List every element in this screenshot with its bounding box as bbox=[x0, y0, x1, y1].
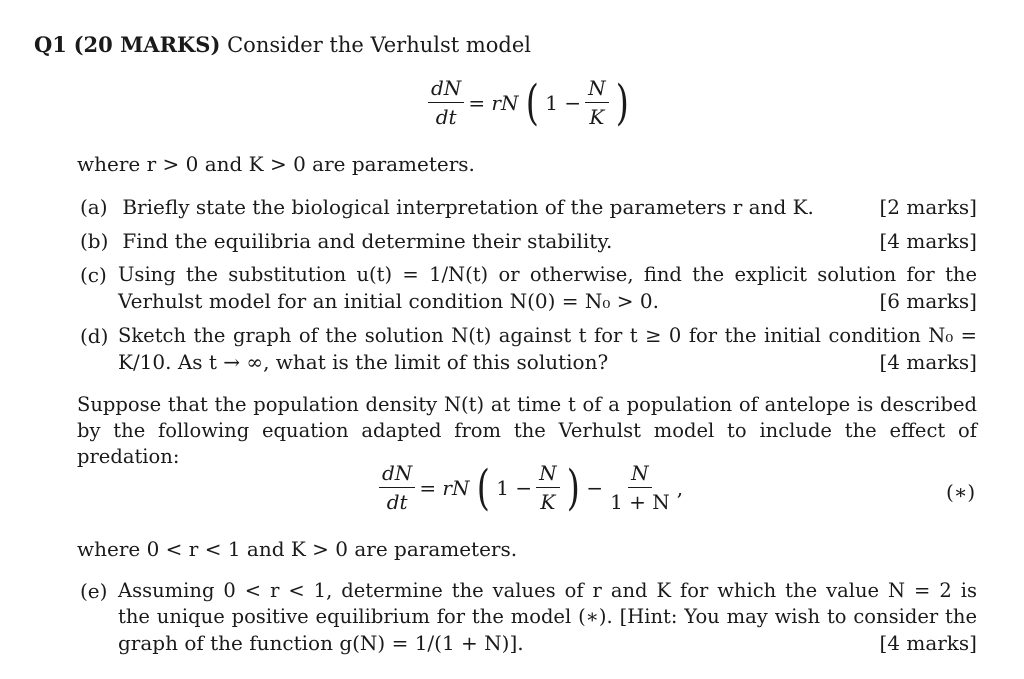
parameter-statement-2: where 0 < r < 1 and K > 0 are parameters. bbox=[77, 537, 518, 561]
equation-rhs-rn: = rN bbox=[468, 90, 519, 115]
part-b-label: (b) bbox=[80, 229, 109, 253]
part-d-line-1: Sketch the graph of the solution N(t) against t for t ≥ 0 for the initial condition N₀ = bbox=[118, 324, 977, 347]
one-minus: 1 − bbox=[545, 90, 582, 115]
part-e-line-3: graph of the function g(N) = 1/(1 + N)]. bbox=[118, 631, 524, 655]
left-paren: ( bbox=[525, 74, 539, 131]
right-paren: ) bbox=[615, 74, 629, 131]
question-marks: (20 MARKS) bbox=[73, 32, 221, 57]
predation-paragraph bbox=[77, 392, 977, 470]
part-a bbox=[80, 194, 977, 220]
part-e-line-1: Assuming 0 < r < 1, determine the values of r and K for which the value N = 2 is bbox=[118, 579, 977, 602]
equation2-comma: , bbox=[676, 475, 684, 500]
equation2-rhs-rn: = rN bbox=[419, 475, 470, 500]
verhulst-equation bbox=[426, 76, 633, 129]
question-intro: Consider the Verhulst model bbox=[227, 33, 531, 57]
predation-fraction bbox=[607, 461, 673, 514]
part-b bbox=[80, 228, 977, 254]
parameter-statement-1: where r > 0 and K > 0 are parameters. bbox=[77, 152, 475, 176]
part-d-line-2: K/10. As t → ∞, what is the limit of this solution? bbox=[118, 350, 609, 374]
predation-denominator: 1 + N bbox=[610, 490, 670, 514]
question-heading bbox=[34, 32, 531, 58]
part-b-marks: [4 marks] bbox=[879, 229, 977, 253]
part-d bbox=[80, 323, 977, 375]
part-d-marks: [4 marks] bbox=[879, 350, 977, 374]
n-over-k-fraction-2 bbox=[536, 461, 560, 514]
equation-tag: (∗) bbox=[946, 480, 976, 504]
right-paren-2: ) bbox=[566, 459, 580, 516]
part-a-text: Briefly state the biological interpretation of the parameters r and K. bbox=[122, 195, 814, 219]
paragraph-line-2: by the following equation adapted from the Verhulst model to include the effect of predation: bbox=[77, 419, 977, 468]
derivative-denominator-2: dt bbox=[386, 490, 408, 514]
part-e-marks: [4 marks] bbox=[879, 631, 977, 655]
one-minus-2: 1 − bbox=[496, 475, 533, 500]
part-a-label: (a) bbox=[80, 195, 108, 219]
n-over-k-denominator-2: K bbox=[540, 490, 556, 514]
n-over-k-numerator: N bbox=[585, 76, 609, 103]
question-number: Q1 bbox=[34, 32, 67, 57]
part-c bbox=[80, 262, 977, 314]
derivative-denominator: dt bbox=[435, 105, 457, 129]
n-over-k-numerator-2: N bbox=[536, 461, 560, 488]
minus-sign: − bbox=[586, 475, 604, 500]
predation-numerator: N bbox=[628, 461, 652, 488]
part-e-label: (e) bbox=[80, 579, 108, 603]
part-b-text: Find the equilibria and determine their stability. bbox=[122, 229, 613, 253]
part-d-label: (d) bbox=[80, 324, 109, 348]
part-a-marks: [2 marks] bbox=[879, 195, 977, 219]
part-c-label: (c) bbox=[80, 263, 107, 287]
part-e bbox=[80, 578, 977, 656]
part-e-line-2: the unique positive equilibrium for the model (∗). [Hint: You may wish to consider the bbox=[118, 605, 977, 628]
paragraph-line-1: Suppose that the population density N(t) at time t of a population of antelope is described bbox=[77, 393, 977, 416]
left-paren-2: ( bbox=[476, 459, 490, 516]
derivative-numerator: dN bbox=[428, 76, 464, 103]
derivative-numerator-2: dN bbox=[379, 461, 415, 488]
n-over-k-fraction bbox=[585, 76, 609, 129]
part-c-line-2: Verhulst model for an initial condition N(0) = N₀ > 0. bbox=[118, 289, 659, 313]
part-c-marks: [6 marks] bbox=[879, 289, 977, 313]
n-over-k-denominator: K bbox=[589, 105, 605, 129]
derivative-fraction bbox=[428, 76, 464, 129]
predation-equation bbox=[377, 461, 685, 514]
derivative-fraction-2 bbox=[379, 461, 415, 514]
part-c-line-1: Using the substitution u(t) = 1/N(t) or otherwise, find the explicit solution for the bbox=[118, 263, 977, 286]
